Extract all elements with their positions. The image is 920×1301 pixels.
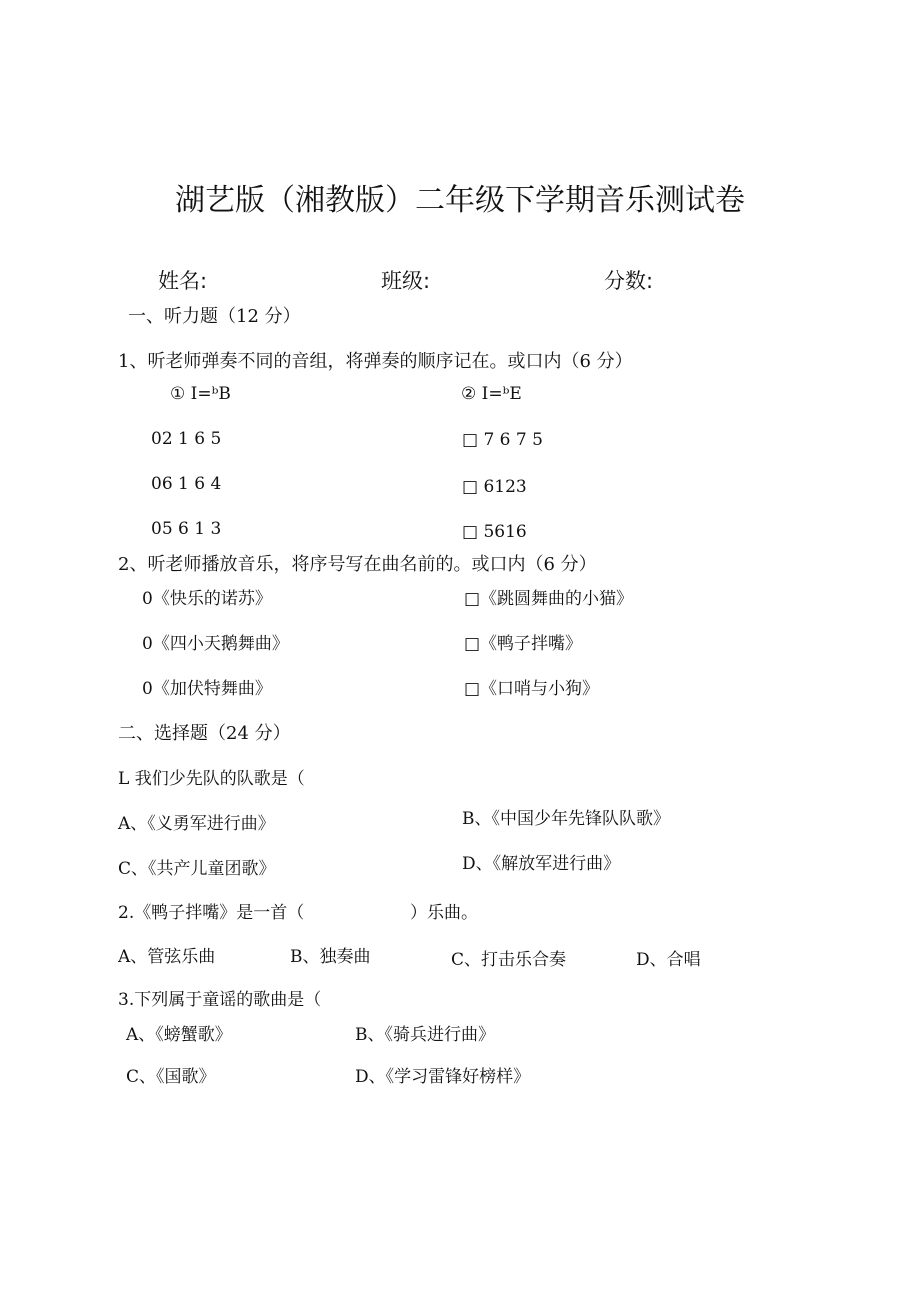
s2-q3-option-b: B、《骑兵进行曲》: [355, 1025, 495, 1045]
s2-q2-option-d: D、合唱: [636, 950, 701, 970]
s2-q1-option-b: B、《中国少年先锋队队歌》: [462, 809, 670, 829]
s2-q2-option-c: C、打击乐合奏: [451, 950, 567, 970]
s2-q2-option-b: B、独奏曲: [290, 947, 371, 967]
section2-heading: 二、选择题（24 分）: [118, 723, 291, 744]
s1-q2-right-item-1: □《跳圆舞曲的小猫》: [464, 589, 634, 609]
s2-q3-option-a: A、《螃蟹歌》: [126, 1025, 232, 1045]
s1-q1-left-key: ① I=ᵇB: [170, 384, 231, 404]
score-label: 分数:: [604, 269, 654, 293]
s1-q2-left-item-3: 0《加伏特舞曲》: [142, 679, 272, 699]
s2-q3-option-c: C、《国歌》: [126, 1067, 216, 1087]
exam-title: 湖艺版（湘教版）二年级下学期音乐测试卷: [175, 183, 745, 218]
s1-q1-prompt: 1、听老师弹奏不同的音组，将弹奏的顺序记在。或口内（6 分）: [118, 351, 633, 372]
s2-q2-prompt-start: 2.《鸭子拌嘴》是一首（: [118, 903, 305, 923]
s2-q1-option-a: A、《义勇军进行曲》: [118, 814, 275, 834]
s1-q2-left-item-2: 0《四小天鹅舞曲》: [142, 634, 289, 654]
s2-q2-option-a: A、管弦乐曲: [118, 947, 216, 967]
s1-q1-right-item-3-clip: [462, 512, 562, 542]
s2-q1-option-d: D、《解放军进行曲》: [462, 854, 621, 874]
s2-q3-option-d: D、《学习雷锋好榜样》: [355, 1067, 531, 1087]
s2-q3-prompt-clip: [110, 986, 430, 1010]
section1-heading: 一、听力题（12 分）: [128, 306, 301, 327]
s1-q1-left-item-2: 06 1 6 4: [151, 474, 222, 494]
s1-q2-right-item-2: □《鸭子拌嘴》: [464, 634, 583, 654]
s2-q3-prompt: 3.下列属于童谣的歌曲是（: [118, 990, 322, 1010]
s1-q1-right-key: ② I=ᵇE: [461, 384, 522, 404]
s2-q1-option-c: C、《共产儿童团歌》: [118, 859, 276, 879]
s2-q2-options-clip: [110, 938, 730, 970]
s1-q2-left-item-1: 0《快乐的诺苏》: [142, 589, 272, 609]
s1-q1-right-item-3: □ 5616: [462, 522, 527, 542]
s1-q1-right-item-2: □ 6123: [462, 477, 527, 497]
s2-q1-prompt: L 我们少先队的队歌是（: [118, 769, 305, 789]
s2-q2-prompt-end: ）乐曲。: [410, 903, 478, 923]
s1-q2-right-item-3: □《口哨与小狗》: [464, 679, 600, 699]
name-label: 姓名:: [158, 269, 208, 293]
s1-q1-right-item-1: □ 7 6 7 5: [462, 430, 543, 450]
s1-q2-prompt: 2、听老师播放音乐，将序号写在曲名前的。或口内（6 分）: [118, 554, 597, 575]
s1-q1-left-item-3-clip: [151, 512, 251, 539]
s1-q1-left-item-1: 02 1 6 5: [151, 429, 222, 449]
s1-q1-left-item-3: 05 6 1 3: [151, 519, 222, 539]
class-label: 班级:: [381, 269, 431, 293]
